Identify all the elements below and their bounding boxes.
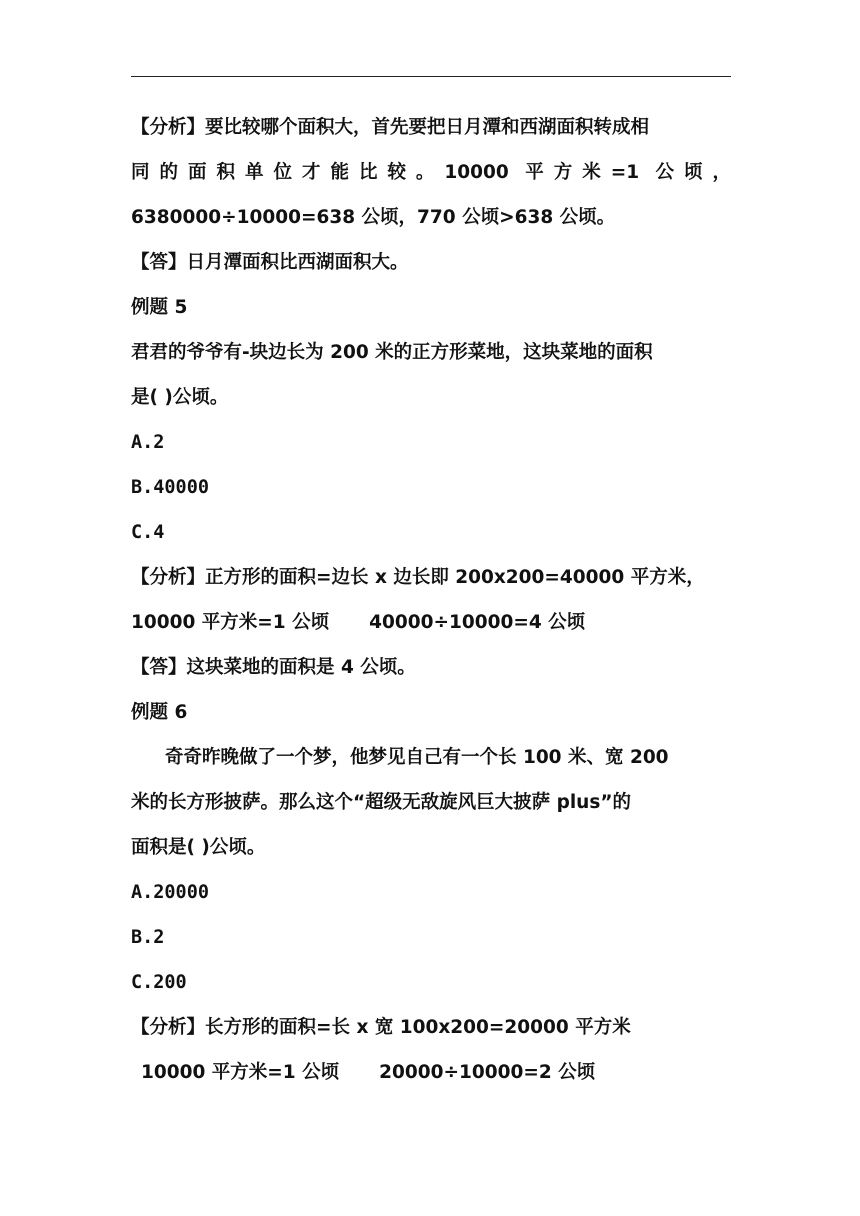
example-5-analysis-line-1: 【分析】正方形的面积=边长 x 边长即 200x200=40000 平方米，	[131, 567, 705, 588]
division-text: 40000÷10000=4 公顷	[369, 612, 586, 633]
unit-conversion-text: 10000 平方米=1 公顷	[141, 1062, 340, 1083]
example-5-question-line-2: 是( )公顷。	[131, 387, 229, 408]
example-5-analysis-line-2	[131, 611, 731, 635]
example-6-question-line-1: 奇奇昨晚做了一个梦，他梦见自己有一个长 100 米、宽 200	[165, 747, 669, 768]
example-6-analysis-line-1: 【分析】长方形的面积=长 x 宽 100x200=20000 平方米	[131, 1017, 631, 1038]
analysis-line-3: 6380000÷10000=638 公顷，770 公顷>638 公顷。	[131, 207, 616, 228]
analysis-line-2: 同的面积单位才能比较。10000 平方米=1 公顷，	[131, 162, 731, 183]
header-divider	[131, 76, 731, 77]
unit-conversion-text: 10000 平方米=1 公顷	[131, 612, 330, 633]
analysis-line-1: 【分析】要比较哪个面积大，首先要把日月潭和西湖面积转成相	[131, 117, 650, 138]
example-5-option-c: C.4	[131, 522, 165, 543]
example-5-option-b: B.40000	[131, 477, 209, 498]
example-6-heading: 例题 6	[131, 702, 188, 723]
example-6-question-line-3: 面积是( )公顷。	[131, 837, 266, 858]
example-5-question-line-1: 君君的爷爷有-块边长为 200 米的正方形菜地，这块菜地的面积	[131, 342, 653, 363]
example-6-analysis-line-2	[141, 1061, 741, 1085]
example-6-option-c: C.200	[131, 972, 187, 993]
answer-line-1: 【答】日月潭面积比西湖面积大。	[131, 252, 409, 273]
example-5-answer: 【答】这块菜地的面积是 4 公顷。	[131, 657, 416, 678]
example-6-question-line-2: 米的长方形披萨。那么这个“超级无敌旋风巨大披萨 plus”的	[131, 792, 632, 813]
division-text: 20000÷10000=2 公顷	[379, 1062, 596, 1083]
example-6-option-b: B.2	[131, 927, 165, 948]
example-5-option-a: A.2	[131, 432, 165, 453]
example-5-heading: 例题 5	[131, 297, 188, 318]
example-6-option-a: A.20000	[131, 882, 209, 903]
